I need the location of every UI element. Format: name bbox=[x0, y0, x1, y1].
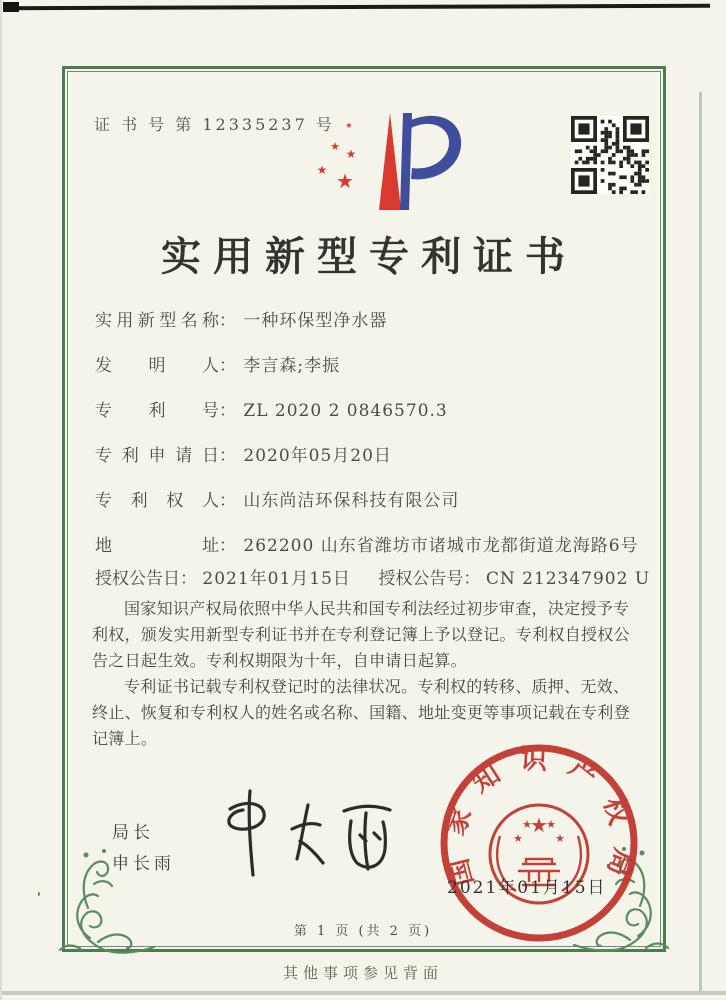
scan-edge-artifact bbox=[0, 991, 726, 995]
seal-date: 2021年01月15日 bbox=[447, 878, 607, 898]
field-value: 262200 山东省潍坊市诸城市龙都街道龙海路6号 bbox=[243, 536, 639, 556]
svg-text:★: ★ bbox=[330, 140, 340, 153]
official-seal bbox=[434, 738, 644, 948]
director-title: 局长 bbox=[112, 823, 154, 843]
field-label: 专利号 bbox=[95, 401, 219, 421]
field-colon: ： bbox=[219, 536, 236, 556]
page-indicator: 第 1 页 (共 2 页) bbox=[293, 924, 433, 939]
footer-note: 其他事项参见背面 bbox=[282, 964, 443, 982]
grant-number-pair bbox=[378, 564, 650, 589]
field-colon: ： bbox=[180, 569, 197, 589]
svg-text:★: ★ bbox=[345, 147, 357, 161]
grant-date-value: 2021年01月15日 bbox=[202, 569, 351, 589]
field-value: ZL 2020 2 0846570.3 bbox=[243, 401, 448, 421]
grant-row bbox=[95, 564, 650, 589]
certificate-number: 证 书 号 第 12335237 号 bbox=[94, 115, 335, 134]
svg-text:★: ★ bbox=[336, 169, 354, 193]
field-row-filing-date bbox=[95, 441, 639, 486]
field-value: 山东尚洁环保科技有限公司 bbox=[243, 491, 460, 511]
field-label: 实用新型名称 bbox=[95, 311, 219, 331]
svg-text:★: ★ bbox=[513, 832, 523, 845]
field-row-patent-no bbox=[95, 396, 639, 441]
grant-date-label: 授权公告日 bbox=[95, 569, 180, 589]
grant-number-label: 授权公告号 bbox=[378, 569, 464, 589]
field-row-name bbox=[95, 306, 639, 351]
certificate-title: 实用新型专利证书 bbox=[161, 233, 577, 280]
svg-text:★: ★ bbox=[316, 163, 328, 177]
field-colon: ： bbox=[219, 401, 236, 421]
field-value: 一种环保型净水器 bbox=[243, 311, 388, 331]
legal-text bbox=[92, 596, 644, 752]
certificate-fields bbox=[95, 306, 639, 576]
director-name: 申长雨 bbox=[112, 854, 175, 874]
scan-edge-artifact bbox=[0, 0, 2, 1000]
svg-text:★: ★ bbox=[555, 832, 565, 845]
seal-text: 国家知识产权局 bbox=[438, 743, 640, 899]
field-row-patentee bbox=[95, 486, 639, 531]
field-colon: ： bbox=[219, 311, 236, 331]
legal-paragraph: 专利证书记载专利权登记时的法律状况。专利权的转移、质押、无效、终止、恢复和专利权人的姓名或名称、国籍、地址变更等事项记载在专利登记簿上。 bbox=[92, 677, 630, 748]
field-label: 专利权人 bbox=[95, 491, 219, 511]
field-colon: ： bbox=[219, 491, 236, 511]
field-label: 发明人 bbox=[95, 356, 219, 376]
field-label: 地址 bbox=[95, 536, 219, 556]
svg-text:★: ★ bbox=[522, 818, 532, 831]
field-colon: ： bbox=[219, 356, 236, 376]
legal-paragraph: 国家知识产权局依照中华人民共和国专利法经过初步审查，决定授予专利权，颁发实用新型专利证书并在专利登记簿上予以登记。专利权自授权公告之日起生效。专利权期限为十年，自申请日起算。 bbox=[92, 599, 630, 670]
field-colon: ： bbox=[219, 446, 236, 466]
scan-edge-artifact bbox=[6, 4, 710, 10]
field-value: 李言森;李振 bbox=[243, 356, 341, 376]
field-label: 专利申请日 bbox=[95, 446, 219, 466]
cnipa-logo-icon bbox=[293, 108, 469, 218]
grant-date-pair bbox=[95, 564, 373, 589]
field-row-inventor bbox=[95, 351, 639, 396]
field-colon: ： bbox=[463, 569, 481, 589]
field-value: 2020年05月20日 bbox=[243, 446, 392, 466]
svg-text:★: ★ bbox=[546, 818, 556, 831]
grant-number-value: CN 212347902 U bbox=[485, 569, 651, 589]
director-signature bbox=[212, 783, 404, 881]
qr-code bbox=[571, 116, 649, 194]
scan-edge-artifact bbox=[3, 2, 19, 12]
svg-text:★: ★ bbox=[530, 813, 548, 837]
svg-text:★: ★ bbox=[345, 121, 353, 130]
